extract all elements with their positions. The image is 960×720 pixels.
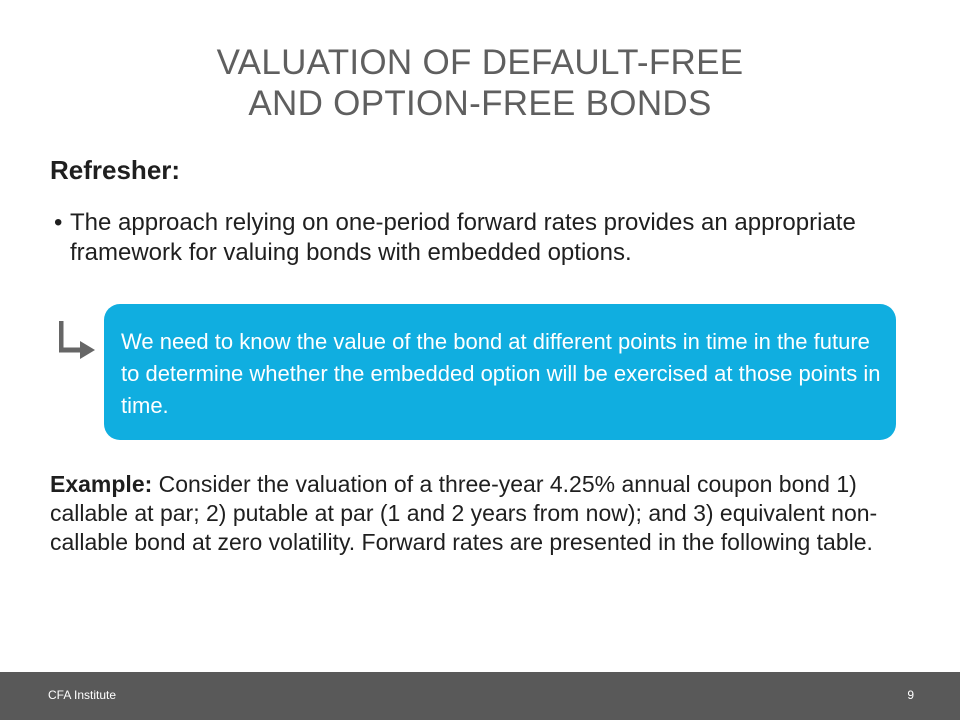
section-heading: Refresher: (50, 155, 181, 185)
turn-right-arrow-icon (59, 319, 97, 363)
footer-bar (0, 672, 960, 720)
example-text: Consider the valuation of a three-year 4.25% annual coupon bond 1) callable at par; 2) putable at par (1 and 2 years from now); and 3) equivalent non-callable bond at zero volatility. Forward rates are presented in the following table. (50, 471, 878, 555)
bullet-text: The approach relying on one-period forward rates provides an appropriate framework for valuing bonds with embedded options. (70, 209, 856, 266)
example-label: Example: (50, 471, 153, 497)
footer-organization: CFA Institute (48, 688, 117, 702)
callout-box (104, 304, 896, 440)
example-paragraph (50, 470, 910, 557)
bullet-item (50, 208, 900, 268)
callout-text: We need to know the value of the bond at different points in time in the future to determine whether the embedded option will be exercised at those points in time. (121, 329, 881, 418)
slide-title (0, 42, 960, 124)
slide-title-line-1: VALUATION OF DEFAULT-FREE (216, 43, 744, 82)
page-number: 9 (907, 688, 914, 702)
bullet-marker: • (54, 209, 63, 236)
slide-title-line-2: AND OPTION-FREE BONDS (248, 84, 712, 123)
